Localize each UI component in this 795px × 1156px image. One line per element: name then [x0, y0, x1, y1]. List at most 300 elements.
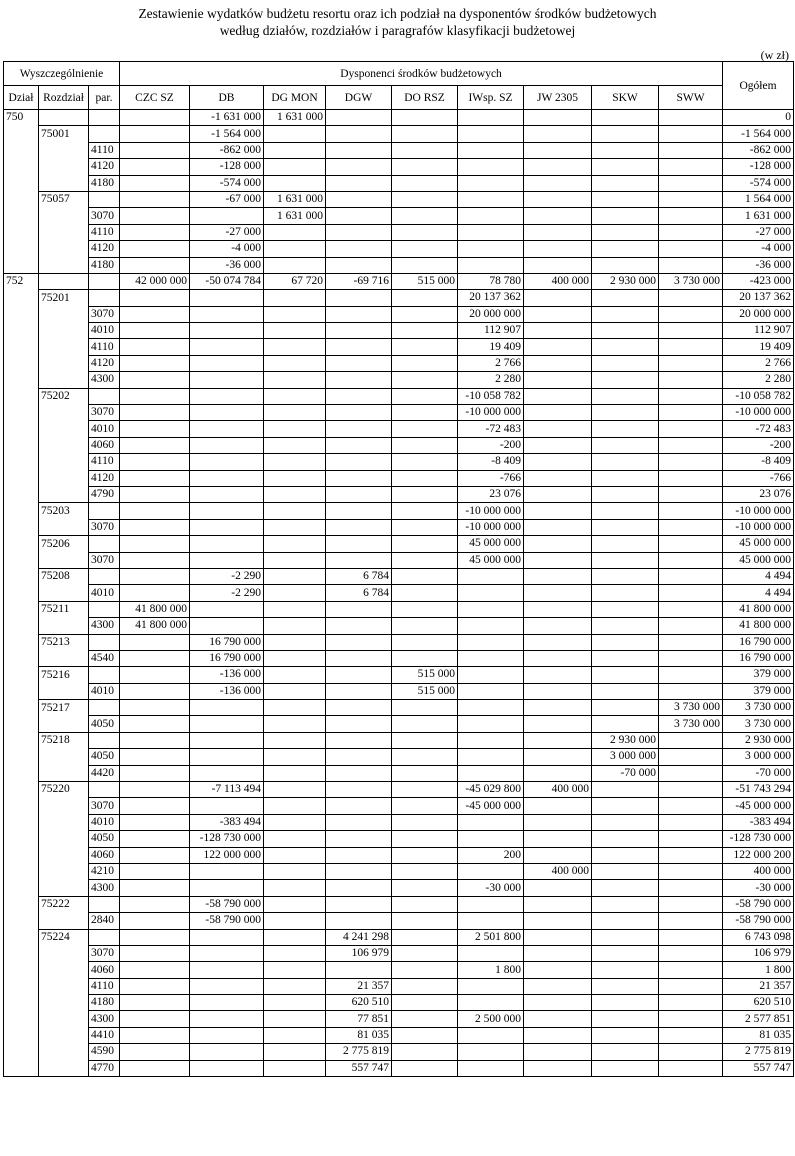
value-cell [392, 339, 458, 355]
rozdzial-cell [39, 880, 89, 896]
total-cell: 2 775 819 [723, 1044, 794, 1060]
value-cell [120, 208, 190, 224]
value-cell: -30 000 [458, 880, 524, 896]
value-cell: 81 035 [326, 1027, 392, 1043]
value-cell [592, 355, 659, 371]
value-cell [190, 437, 264, 453]
total-cell: -10 000 000 [723, 503, 794, 519]
value-cell [592, 716, 659, 732]
value-cell [524, 831, 592, 847]
dzial-cell [4, 159, 39, 175]
value-cell [659, 863, 723, 879]
rozdzial-cell: 75057 [39, 191, 89, 207]
value-cell [659, 667, 723, 683]
value-cell [392, 1027, 458, 1043]
value-cell [659, 650, 723, 666]
value-cell [120, 880, 190, 896]
value-cell [524, 257, 592, 273]
value-cell [264, 732, 326, 748]
total-cell: -10 058 782 [723, 388, 794, 404]
value-cell [458, 667, 524, 683]
value-cell [524, 486, 592, 502]
rozdzial-cell [39, 765, 89, 781]
value-cell [524, 1060, 592, 1076]
total-cell: 379 000 [723, 667, 794, 683]
value-cell [524, 290, 592, 306]
value-cell [392, 814, 458, 830]
value-cell [392, 191, 458, 207]
value-cell: 2 501 800 [458, 929, 524, 945]
value-cell: 106 979 [326, 945, 392, 961]
header-par: par. [89, 86, 120, 110]
dzial-cell [4, 257, 39, 273]
value-cell [392, 1060, 458, 1076]
value-cell [190, 323, 264, 339]
table-row [4, 437, 794, 453]
dzial-cell [4, 634, 39, 650]
value-cell [264, 519, 326, 535]
table-row [4, 618, 794, 634]
value-cell [120, 716, 190, 732]
value-cell: -10 000 000 [458, 519, 524, 535]
dzial-cell [4, 913, 39, 929]
value-cell: -70 000 [592, 765, 659, 781]
table-row [4, 700, 794, 716]
value-cell [120, 159, 190, 175]
value-cell: 1 631 000 [264, 191, 326, 207]
paragraf-cell: 4050 [89, 831, 120, 847]
value-cell [120, 1011, 190, 1027]
paragraf-cell: 4180 [89, 257, 120, 273]
rozdzial-cell [39, 749, 89, 765]
value-cell [190, 290, 264, 306]
value-cell [264, 159, 326, 175]
total-cell: -574 000 [723, 175, 794, 191]
value-cell [326, 913, 392, 929]
value-cell [392, 782, 458, 798]
value-cell [264, 782, 326, 798]
value-cell [326, 503, 392, 519]
paragraf-cell [89, 536, 120, 552]
dzial-cell [4, 880, 39, 896]
total-cell: -862 000 [723, 142, 794, 158]
header-wyszczegolnienie: Wyszczególnienie [4, 62, 120, 86]
value-cell [524, 372, 592, 388]
total-cell: 45 000 000 [723, 552, 794, 568]
value-cell [592, 339, 659, 355]
value-cell: -383 494 [190, 814, 264, 830]
table-row [4, 1060, 794, 1076]
value-cell [264, 241, 326, 257]
value-cell: 45 000 000 [458, 552, 524, 568]
value-cell [326, 536, 392, 552]
value-cell [592, 257, 659, 273]
value-cell [524, 913, 592, 929]
value-cell [524, 552, 592, 568]
dzial-cell [4, 470, 39, 486]
dzial-cell [4, 650, 39, 666]
value-cell [120, 765, 190, 781]
value-cell [120, 486, 190, 502]
value-cell [264, 945, 326, 961]
value-cell [524, 126, 592, 142]
value-cell [592, 241, 659, 257]
paragraf-cell: 4540 [89, 650, 120, 666]
table-row [4, 1027, 794, 1043]
value-cell: -2 290 [190, 568, 264, 584]
value-cell [524, 191, 592, 207]
value-cell [458, 765, 524, 781]
value-cell [524, 437, 592, 453]
value-cell [120, 749, 190, 765]
value-cell: -45 029 800 [458, 782, 524, 798]
value-cell [392, 798, 458, 814]
table-row [4, 831, 794, 847]
value-cell [592, 1060, 659, 1076]
paragraf-cell [89, 929, 120, 945]
rozdzial-cell [39, 142, 89, 158]
paragraf-cell [89, 290, 120, 306]
value-cell [524, 159, 592, 175]
value-cell: 16 790 000 [190, 650, 264, 666]
value-cell [592, 847, 659, 863]
dzial-cell [4, 798, 39, 814]
dzial-cell [4, 585, 39, 601]
value-cell [264, 372, 326, 388]
table-row [4, 323, 794, 339]
total-cell: 2 766 [723, 355, 794, 371]
value-cell [392, 552, 458, 568]
value-cell [326, 421, 392, 437]
value-cell: 19 409 [458, 339, 524, 355]
table-row [4, 372, 794, 388]
value-cell [592, 650, 659, 666]
dzial-cell [4, 749, 39, 765]
value-cell: -7 113 494 [190, 782, 264, 798]
table-row [4, 208, 794, 224]
rozdzial-cell [39, 618, 89, 634]
value-cell [120, 372, 190, 388]
value-cell: 67 720 [264, 273, 326, 289]
value-cell [592, 110, 659, 126]
value-cell [120, 650, 190, 666]
paragraf-cell: 4050 [89, 716, 120, 732]
value-cell [392, 945, 458, 961]
value-cell [264, 618, 326, 634]
value-cell [592, 421, 659, 437]
value-cell [326, 765, 392, 781]
value-cell [326, 847, 392, 863]
value-cell [524, 995, 592, 1011]
value-cell [458, 142, 524, 158]
value-cell: 400 000 [524, 273, 592, 289]
rozdzial-cell [39, 978, 89, 994]
value-cell [592, 208, 659, 224]
total-cell: 3 730 000 [723, 700, 794, 716]
paragraf-cell: 4410 [89, 1027, 120, 1043]
dzial-cell [4, 306, 39, 322]
value-cell [458, 175, 524, 191]
value-cell [659, 1060, 723, 1076]
value-cell [264, 388, 326, 404]
paragraf-cell: 4180 [89, 995, 120, 1011]
table-row [4, 224, 794, 240]
value-cell [392, 568, 458, 584]
table-row [4, 782, 794, 798]
value-cell: 515 000 [392, 667, 458, 683]
dzial-cell [4, 241, 39, 257]
value-cell [326, 683, 392, 699]
rozdzial-cell: 75218 [39, 732, 89, 748]
value-cell: 515 000 [392, 273, 458, 289]
value-cell: 2 930 000 [592, 273, 659, 289]
value-cell [592, 782, 659, 798]
table-row [4, 667, 794, 683]
value-cell [392, 519, 458, 535]
value-cell: 78 780 [458, 273, 524, 289]
rozdzial-cell [39, 306, 89, 322]
value-cell [120, 323, 190, 339]
paragraf-cell: 3070 [89, 798, 120, 814]
value-cell [120, 929, 190, 945]
value-cell [592, 503, 659, 519]
value-cell [659, 175, 723, 191]
value-cell [264, 175, 326, 191]
value-cell [326, 372, 392, 388]
total-cell: 3 000 000 [723, 749, 794, 765]
rozdzial-cell: 75217 [39, 700, 89, 716]
value-cell [392, 159, 458, 175]
value-cell [592, 945, 659, 961]
value-cell [326, 306, 392, 322]
value-cell [392, 962, 458, 978]
value-cell [190, 945, 264, 961]
total-cell: 20 000 000 [723, 306, 794, 322]
value-cell [120, 913, 190, 929]
value-cell [659, 732, 723, 748]
value-cell [392, 110, 458, 126]
value-cell [120, 241, 190, 257]
table-row [4, 290, 794, 306]
value-cell: -69 716 [326, 273, 392, 289]
total-cell: -45 000 000 [723, 798, 794, 814]
table-row [4, 601, 794, 617]
value-cell [524, 355, 592, 371]
value-cell [392, 437, 458, 453]
table-row [4, 110, 794, 126]
value-cell: -766 [458, 470, 524, 486]
total-cell: 3 730 000 [723, 716, 794, 732]
document-title [0, 5, 795, 39]
value-cell [659, 519, 723, 535]
value-cell [458, 601, 524, 617]
rozdzial-cell [39, 339, 89, 355]
value-cell [458, 568, 524, 584]
paragraf-cell: 4120 [89, 241, 120, 257]
rozdzial-cell: 75203 [39, 503, 89, 519]
value-cell: -574 000 [190, 175, 264, 191]
dzial-cell [4, 618, 39, 634]
value-cell [326, 142, 392, 158]
dzial-cell [4, 1044, 39, 1060]
value-cell [392, 880, 458, 896]
value-cell [392, 650, 458, 666]
value-cell [326, 880, 392, 896]
value-cell [190, 601, 264, 617]
value-cell [592, 486, 659, 502]
table-row [4, 454, 794, 470]
value-cell [458, 995, 524, 1011]
value-cell [524, 405, 592, 421]
total-cell: 400 000 [723, 863, 794, 879]
dzial-cell [4, 208, 39, 224]
paragraf-cell: 4300 [89, 618, 120, 634]
value-cell [264, 552, 326, 568]
value-cell: 200 [458, 847, 524, 863]
value-cell [326, 798, 392, 814]
value-cell [592, 634, 659, 650]
dzial-cell [4, 929, 39, 945]
rozdzial-cell [39, 175, 89, 191]
value-cell [458, 208, 524, 224]
value-cell [659, 126, 723, 142]
total-cell: 19 409 [723, 339, 794, 355]
value-cell [120, 732, 190, 748]
value-cell [326, 323, 392, 339]
value-cell [592, 290, 659, 306]
table-row [4, 978, 794, 994]
value-cell [458, 945, 524, 961]
value-cell [326, 405, 392, 421]
value-cell [524, 601, 592, 617]
value-cell [592, 929, 659, 945]
value-cell [264, 863, 326, 879]
value-cell: 3 730 000 [659, 700, 723, 716]
table-row [4, 339, 794, 355]
value-cell [592, 224, 659, 240]
table-row [4, 863, 794, 879]
dzial-cell [4, 962, 39, 978]
table-row [4, 159, 794, 175]
dzial-cell [4, 552, 39, 568]
dzial-cell [4, 732, 39, 748]
value-cell [392, 700, 458, 716]
total-cell: -27 000 [723, 224, 794, 240]
value-cell [264, 995, 326, 1011]
paragraf-cell: 4770 [89, 1060, 120, 1076]
value-cell: 557 747 [326, 1060, 392, 1076]
dzial-cell [4, 1027, 39, 1043]
value-cell [190, 552, 264, 568]
value-cell [524, 847, 592, 863]
value-cell [326, 486, 392, 502]
value-cell [592, 405, 659, 421]
rozdzial-cell [39, 716, 89, 732]
rozdzial-cell [39, 1044, 89, 1060]
rozdzial-cell [39, 273, 89, 289]
value-cell [659, 880, 723, 896]
value-cell [592, 798, 659, 814]
value-cell [120, 683, 190, 699]
value-cell [524, 716, 592, 732]
total-cell: -200 [723, 437, 794, 453]
value-cell [120, 995, 190, 1011]
value-cell [592, 880, 659, 896]
value-cell [458, 1027, 524, 1043]
rozdzial-cell [39, 798, 89, 814]
dzial-cell [4, 601, 39, 617]
rozdzial-cell [39, 421, 89, 437]
value-cell [592, 372, 659, 388]
total-cell: -70 000 [723, 765, 794, 781]
value-cell [524, 962, 592, 978]
value-cell [458, 896, 524, 912]
value-cell [524, 142, 592, 158]
value-cell [264, 1044, 326, 1060]
rozdzial-cell [39, 454, 89, 470]
paragraf-cell: 4210 [89, 863, 120, 879]
value-cell [659, 388, 723, 404]
rozdzial-cell [39, 470, 89, 486]
value-cell [592, 454, 659, 470]
value-cell [592, 700, 659, 716]
value-cell [659, 536, 723, 552]
total-cell: -423 000 [723, 273, 794, 289]
dzial-cell [4, 814, 39, 830]
value-cell [392, 995, 458, 1011]
value-cell [190, 388, 264, 404]
value-cell [592, 896, 659, 912]
value-cell [392, 601, 458, 617]
value-cell [592, 618, 659, 634]
value-cell [659, 929, 723, 945]
dzial-cell: 752 [4, 273, 39, 289]
total-cell: 41 800 000 [723, 601, 794, 617]
value-cell: -1 564 000 [190, 126, 264, 142]
paragraf-cell: 4590 [89, 1044, 120, 1060]
value-cell [264, 224, 326, 240]
paragraf-cell [89, 782, 120, 798]
rozdzial-cell [39, 585, 89, 601]
paragraf-cell: 4010 [89, 421, 120, 437]
dzial-cell [4, 1060, 39, 1076]
value-cell: 122 000 000 [190, 847, 264, 863]
value-cell [659, 437, 723, 453]
value-cell [524, 667, 592, 683]
dzial-cell [4, 683, 39, 699]
value-cell: 41 800 000 [120, 618, 190, 634]
total-cell: -1 564 000 [723, 126, 794, 142]
paragraf-cell: 4010 [89, 814, 120, 830]
header-dzial: Dział [4, 86, 39, 110]
rozdzial-cell [39, 372, 89, 388]
rozdzial-cell [39, 519, 89, 535]
value-cell [524, 749, 592, 765]
value-cell [120, 978, 190, 994]
dzial-cell [4, 765, 39, 781]
value-cell: 2 280 [458, 372, 524, 388]
value-cell [190, 618, 264, 634]
table-row [4, 273, 794, 289]
value-cell [120, 1044, 190, 1060]
value-cell [524, 568, 592, 584]
rozdzial-cell [39, 814, 89, 830]
total-cell: -58 790 000 [723, 913, 794, 929]
dzial-cell [4, 700, 39, 716]
value-cell [659, 896, 723, 912]
value-cell [524, 454, 592, 470]
value-cell [458, 585, 524, 601]
